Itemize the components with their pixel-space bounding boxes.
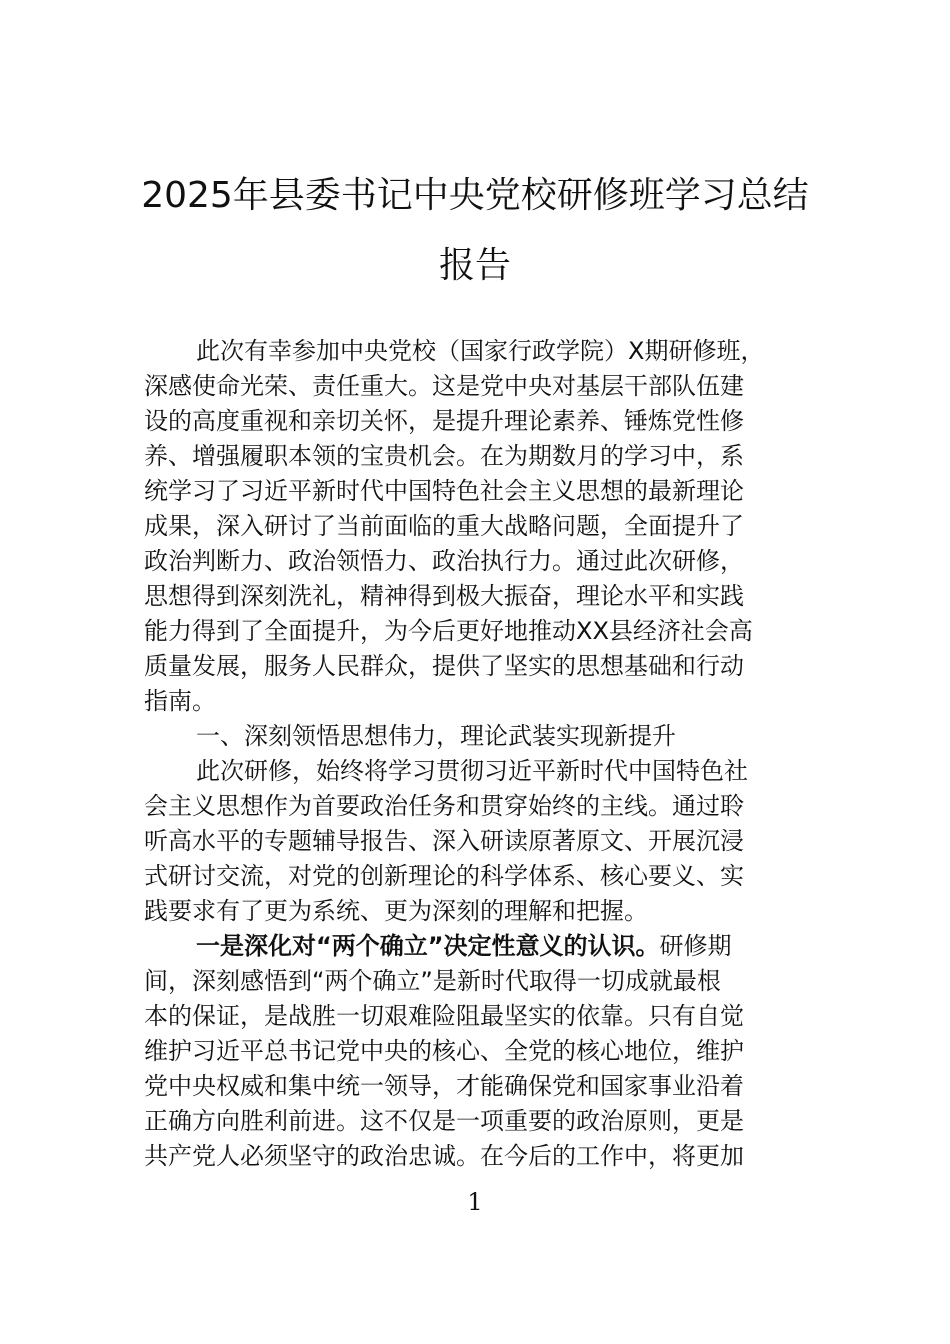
body-line: 政治判断力、政治领悟力、政治执行力。通过此次研修，	[144, 547, 744, 575]
section-heading: 一、深刻领悟思想伟力，理论武装实现新提升	[196, 722, 676, 750]
body-line: 思想得到深刻洗礼，精神得到极大振奋，理论水平和实践	[144, 582, 744, 610]
body-line: 成果，深入研讨了当前面临的重大战略问题，全面提升了	[144, 512, 744, 540]
body-line: 本的保证，是战胜一切艰难险阻最坚实的依靠。只有自觉	[144, 1002, 744, 1030]
body-line: 质量发展，服务人民群众，提供了坚实的思想基础和行动	[144, 652, 744, 680]
body-line: 共产党人必须坚守的政治忠诚。在今后的工作中，将更加	[144, 1142, 744, 1170]
body-line: 此次研修，始终将学习贯彻习近平新时代中国特色社	[196, 757, 748, 785]
page-number: 1	[467, 1188, 483, 1216]
body-line: 式研讨交流，对党的创新理论的科学体系、核心要义、实	[144, 862, 744, 890]
subheading-bold: 一是深化对“两个确立”决定性意义的认识。	[196, 932, 660, 960]
body-line: 设的高度重视和亲切关怀，是提升理论素养、锤炼党性修	[144, 407, 744, 435]
body-line: 践要求有了更为系统、更为深刻的理解和把握。	[144, 897, 648, 925]
body-line: 统学习了习近平新时代中国特色社会主义思想的最新理论	[144, 477, 744, 505]
document-title-line-2: 报告	[438, 245, 511, 286]
body-line-tail: 研修期	[659, 932, 732, 960]
body-line: 维护习近平总书记党中央的核心、全党的核心地位，维护	[144, 1037, 744, 1065]
body-line: 养、增强履职本领的宝贵机会。在为期数月的学习中，系	[144, 442, 744, 470]
body-line: 正确方向胜利前进。这不仅是一项重要的政治原则，更是	[144, 1107, 744, 1135]
body-line	[144, 929, 810, 964]
body-line: 听高水平的专题辅导报告、深入研读原著原文、开展沉浸	[144, 827, 744, 855]
body-line: 能力得到了全面提升，为今后更好地推动XX县经济社会高	[144, 617, 753, 645]
body-line: 间，深刻感悟到“两个确立”是新时代取得一切成就最根	[144, 967, 721, 995]
body-line: 深感使命光荣、责任重大。这是党中央对基层干部队伍建	[144, 372, 744, 400]
body-line: 此次有幸参加中央党校（国家行政学院）X期研修班，	[196, 337, 765, 365]
document-body	[144, 334, 810, 1174]
document-title-line-1: 2025年县委书记中央党校研修班学习总结	[141, 175, 809, 216]
body-line: 党中央权威和集中统一领导，才能确保党和国家事业沿着	[144, 1072, 744, 1100]
body-line: 指南。	[144, 687, 216, 715]
body-line: 会主义思想作为首要政治任务和贯穿始终的主线。通过聆	[144, 792, 744, 820]
